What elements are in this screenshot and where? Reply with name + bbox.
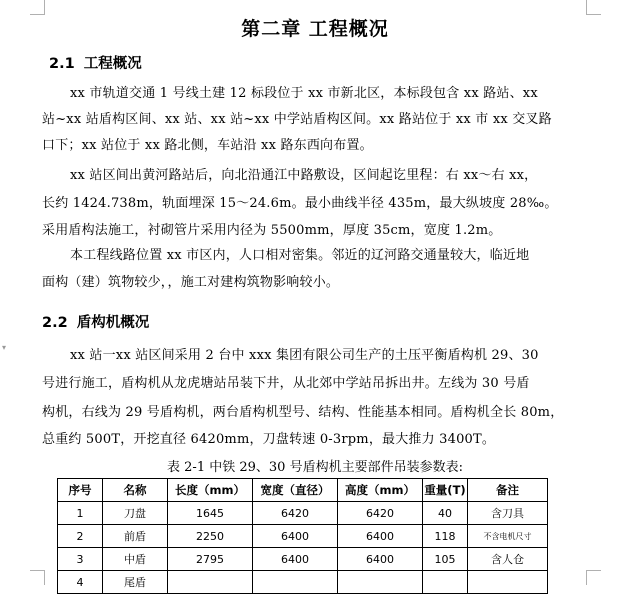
table-cell: 2250 [168, 525, 253, 548]
table-cell: 3 [58, 548, 103, 571]
paragraph-line: 口下；xx 站位于 xx 路北侧，车站沿 xx 路东西向布置。 [42, 138, 373, 153]
section-title: 工程概况 [83, 56, 142, 72]
table-header: 宽度（直径） [253, 479, 338, 502]
margin-marker-icon: ▾ [2, 343, 7, 352]
table-row [58, 571, 548, 594]
table-header: 名称 [103, 479, 168, 502]
table-cell: 2 [58, 525, 103, 548]
table-row [58, 548, 548, 571]
section-heading-2-1 [49, 52, 142, 73]
table-row [58, 502, 548, 525]
table-cell: 1645 [168, 502, 253, 525]
table-cell: 含人仓 [468, 548, 548, 571]
paragraph-line: 面构（建）筑物较少，，施工对建构筑物影响较小。 [42, 275, 340, 290]
table-header-row [58, 479, 548, 502]
table-header: 长度（mm） [168, 479, 253, 502]
table-cell: 118 [423, 525, 468, 548]
table-cell: 105 [423, 548, 468, 571]
table-cell: 2795 [168, 548, 253, 571]
table-cell [168, 571, 253, 594]
table-row [58, 525, 548, 548]
paragraph-line: 总重约 500T，开挖直径 6420mm，刀盘转速 0-3rpm，最大推力 3400T。 [42, 432, 496, 447]
table-cell: 前盾 [103, 525, 168, 548]
parameter-table [57, 478, 548, 594]
table-header: 备注 [468, 479, 548, 502]
table-cell: 6400 [253, 548, 338, 571]
table-caption: 表 2-1 中铁 29、30 号盾构机主要部件吊装参数表: [167, 460, 463, 475]
table-header: 序号 [58, 479, 103, 502]
table-cell: 6420 [338, 502, 423, 525]
table-cell: 含刀具 [468, 502, 548, 525]
paragraph-line: 站~xx 站盾构区间、xx 站、xx 站~xx 中学站盾构区间。xx 路站位于 xx 市 xx 交叉路 [42, 112, 552, 127]
section-title: 盾构机概况 [76, 315, 150, 331]
table-cell: 40 [423, 502, 468, 525]
table-header: 重量(T) [423, 479, 468, 502]
table-cell: 6400 [338, 548, 423, 571]
section-number: 2.1 [49, 56, 75, 72]
table-cell: 6420 [253, 502, 338, 525]
table-cell [423, 571, 468, 594]
table-cell: 尾盾 [103, 571, 168, 594]
table-cell: 中盾 [103, 548, 168, 571]
paragraph-line: xx 市轨道交通 1 号线土建 12 标段位于 xx 市新北区，本标段包含 xx 路站、xx [70, 86, 538, 101]
paragraph-line: 本工程线路位置 xx 市区内，人口相对密集。邻近的辽河路交通量较大，临近地 [70, 248, 530, 263]
table-cell [338, 571, 423, 594]
paragraph-line: xx 站区间出黄河路站后，向北沿通江中路敷设，区间起讫里程：右 xx～右 xx， [70, 168, 538, 183]
section-number: 2.2 [42, 315, 68, 331]
table-cell [253, 571, 338, 594]
page-corner-mark [586, 0, 601, 15]
table-cell: 不含电机尺寸 [468, 525, 548, 548]
table-cell: 6400 [253, 525, 338, 548]
table-cell: 刀盘 [103, 502, 168, 525]
paragraph-line: 长约 1424.738m，轨面埋深 15～24.6m。最小曲线半径 435m，最大纵坡度 28‰。 [42, 196, 558, 211]
table-cell: 4 [58, 571, 103, 594]
section-heading-2-2 [42, 311, 149, 332]
paragraph-line: xx 站一xx 站区间采用 2 台中 xxx 集团有限公司生产的土压平衡盾构机 29、30 [70, 348, 539, 363]
paragraph-line: 号进行施工，盾构机从龙虎塘站吊装下井，从北郊中学站吊拆出井。左线为 30 号盾 [42, 376, 530, 391]
table-cell: 1 [58, 502, 103, 525]
table-cell: 6400 [338, 525, 423, 548]
table-cell [468, 571, 548, 594]
table-header: 高度（mm） [338, 479, 423, 502]
page-corner-mark [30, 0, 45, 15]
paragraph-line: 构机，右线为 29 号盾构机，两台盾构机型号、结构、性能基本相同。盾构机全长 80m， [42, 405, 564, 420]
paragraph-line: 采用盾构法施工，衬砌管片采用内径为 5500mm，厚度 35cm，宽度 1.2m。 [42, 223, 502, 238]
chapter-title: 第二章 工程概况 [241, 18, 389, 40]
